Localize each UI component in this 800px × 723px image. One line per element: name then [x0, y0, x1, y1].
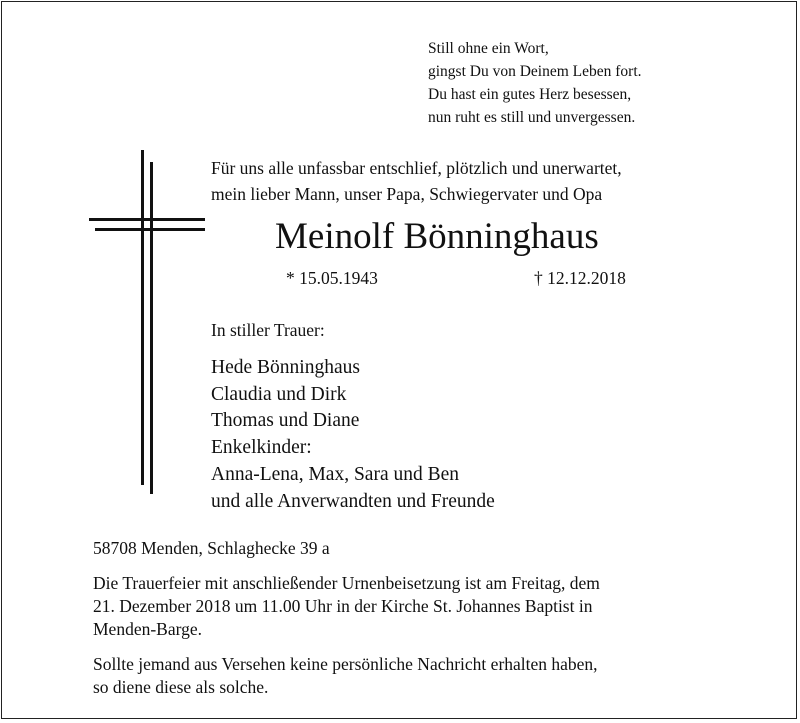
- intro-line: mein lieber Mann, unser Papa, Schwiegervater und Opa: [211, 184, 603, 204]
- mourner-line: Claudia und Dirk: [211, 383, 347, 405]
- poem-line: gingst Du von Deinem Leben fort.: [428, 63, 642, 80]
- poem-line: nun ruht es still und unvergessen.: [428, 109, 636, 126]
- intro-line: Für uns alle unfassbar entschlief, plötzlich und unerwartet,: [211, 158, 622, 178]
- mourner-line: Thomas und Diane: [211, 410, 360, 432]
- closing-line: Sollte jemand aus Versehen keine persönliche Nachricht erhalten haben,: [93, 654, 598, 674]
- birth-date: * 15.05.1943: [286, 268, 378, 288]
- cross-horizontal-bar: [95, 228, 205, 231]
- ceremony-line: Menden-Barge.: [93, 619, 203, 639]
- mourner-line: Anna-Lena, Max, Sara und Ben: [211, 463, 460, 485]
- deceased-name: Meinolf Bönninghaus: [275, 216, 599, 257]
- mourners-list: [211, 355, 495, 515]
- obituary-notice: [1, 1, 797, 719]
- intro-text: [211, 155, 622, 207]
- poem-line: Still ohne ein Wort,: [428, 40, 549, 57]
- death-date: † 12.12.2018: [534, 268, 626, 288]
- ceremony-line: 21. Dezember 2018 um 11.00 Uhr in der Kirche St. Johannes Baptist in: [93, 596, 593, 616]
- poem: [428, 37, 642, 129]
- mourner-line: Enkelkinder:: [211, 437, 312, 459]
- cross-vertical-bar: [150, 162, 153, 494]
- ceremony-line: Die Trauerfeier mit anschließender Urnenbeisetzung ist am Freitag, dem: [93, 573, 600, 593]
- address: 58708 Menden, Schlaghecke 39 a: [93, 538, 330, 558]
- poem-line: Du hast ein gutes Herz besessen,: [428, 86, 632, 103]
- mourning-heading: In stiller Trauer:: [211, 320, 325, 340]
- mourner-line: Hede Bönninghaus: [211, 357, 360, 378]
- closing-note: [93, 653, 598, 699]
- cross-horizontal-bar: [89, 218, 205, 221]
- mourner-line: und alle Anverwandten und Freunde: [211, 490, 495, 512]
- cross-vertical-bar: [141, 150, 144, 485]
- ceremony-info: [93, 572, 600, 641]
- closing-line: so diene diese als solche.: [93, 677, 269, 697]
